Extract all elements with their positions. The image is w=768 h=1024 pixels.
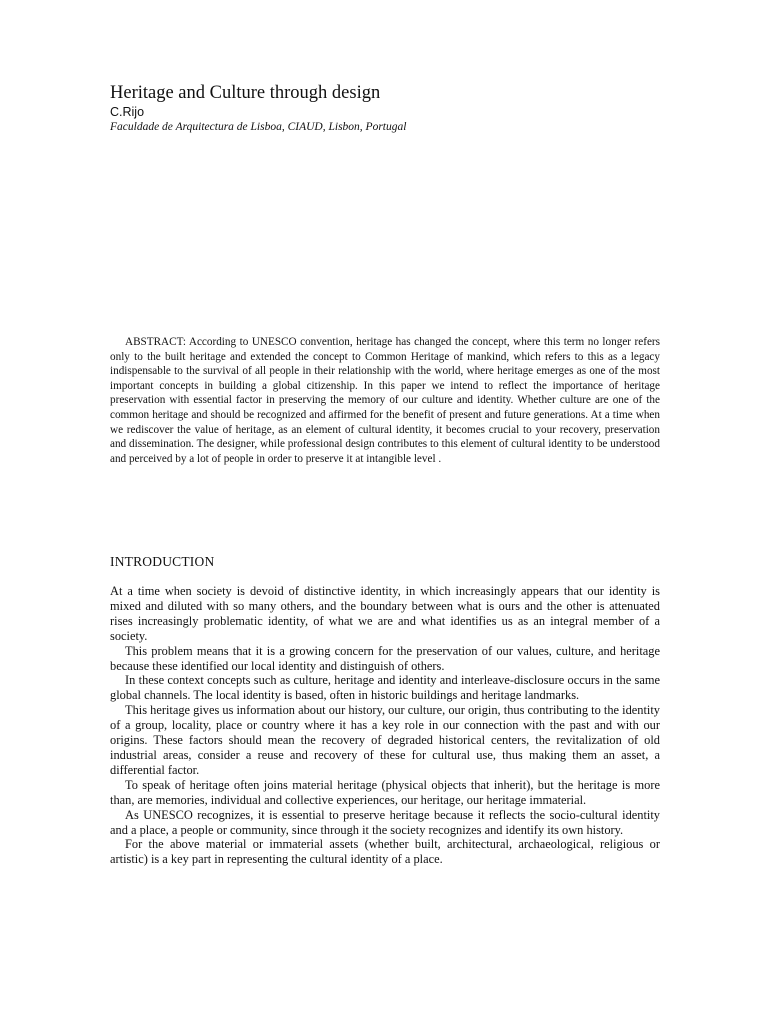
intro-paragraph: As UNESCO recognizes, it is essential to preserve heritage because it reflects the socio-cultural identity and a place, a people or community, since through it the society recognizes and identify its own history.: [110, 807, 660, 837]
intro-paragraph: For the above material or immaterial assets (whether built, architectural, archaeological, religious or artistic) is a key part in representing the cultural identity of a place.: [110, 837, 660, 867]
abstract-paragraph: ABSTRACT: According to UNESCO convention, heritage has changed the concept, where this term no longer refers only to the built heritage and extended the concept to Common Heritage of mankind, which refers to this as a legacy indispensable to the survival of all people in their relationship with the world, where heritage emerges as one of the most important concepts in building a global citizenship. In this paper we intend to reflect the importance of heritage preservation with essential factor in preserving the memory of our culture and identity. Whether culture are one of the common heritage and should be recognized and affirmed for the benefit of present and future generations. At a time when we rediscover the value of heritage, as an element of cultural identity, it becomes crucial to your recovery, preservation and dissemination. The designer, while professional design contributes to this element of cultural identity to be understood and perceived by a lot of people in order to preserve it at intangible level .: [110, 336, 660, 465]
introduction-body: [110, 584, 660, 867]
intro-paragraph: This heritage gives us information about our history, our culture, our origin, thus contributing to the identity of a group, locality, place or country where it has a key role in our connection with the past and with our origins. These factors should mean the recovery of degraded historical centers, the revitalization of old industrial areas, consider a reuse and recovery of these for cultural use, thus making them an asset, a differential factor.: [110, 703, 660, 777]
section-heading-introduction: INTRODUCTION: [110, 554, 215, 569]
intro-paragraph: In these context concepts such as culture, heritage and identity and interleave-disclosure occurs in the same global channels. The local identity is based, often in historic buildings and heritage landmarks.: [110, 673, 660, 703]
intro-paragraph: To speak of heritage often joins material heritage (physical objects that inherit), but the heritage is more than, are memories, individual and collective experiences, our heritage, our heritage immaterial.: [110, 777, 660, 807]
author-affiliation: Faculdade de Arquitectura de Lisboa, CIAUD, Lisbon, Portugal: [110, 121, 407, 133]
author-name: C.Rijo: [110, 105, 145, 119]
paper-title: Heritage and Culture through design: [110, 83, 381, 103]
intro-paragraph: This problem means that it is a growing concern for the preservation of our values, culture, and heritage because these identified our local identity and distinguish of others.: [110, 643, 660, 673]
intro-paragraph: At a time when society is devoid of distinctive identity, in which increasingly appears that our identity is mixed and diluted with so many others, and the boundary between what is ours and the other is attenuated rises increasingly problematic identity, of what we are and what identifies us as an integral member of a society.: [110, 584, 660, 643]
paper-page: [110, 0, 660, 1024]
